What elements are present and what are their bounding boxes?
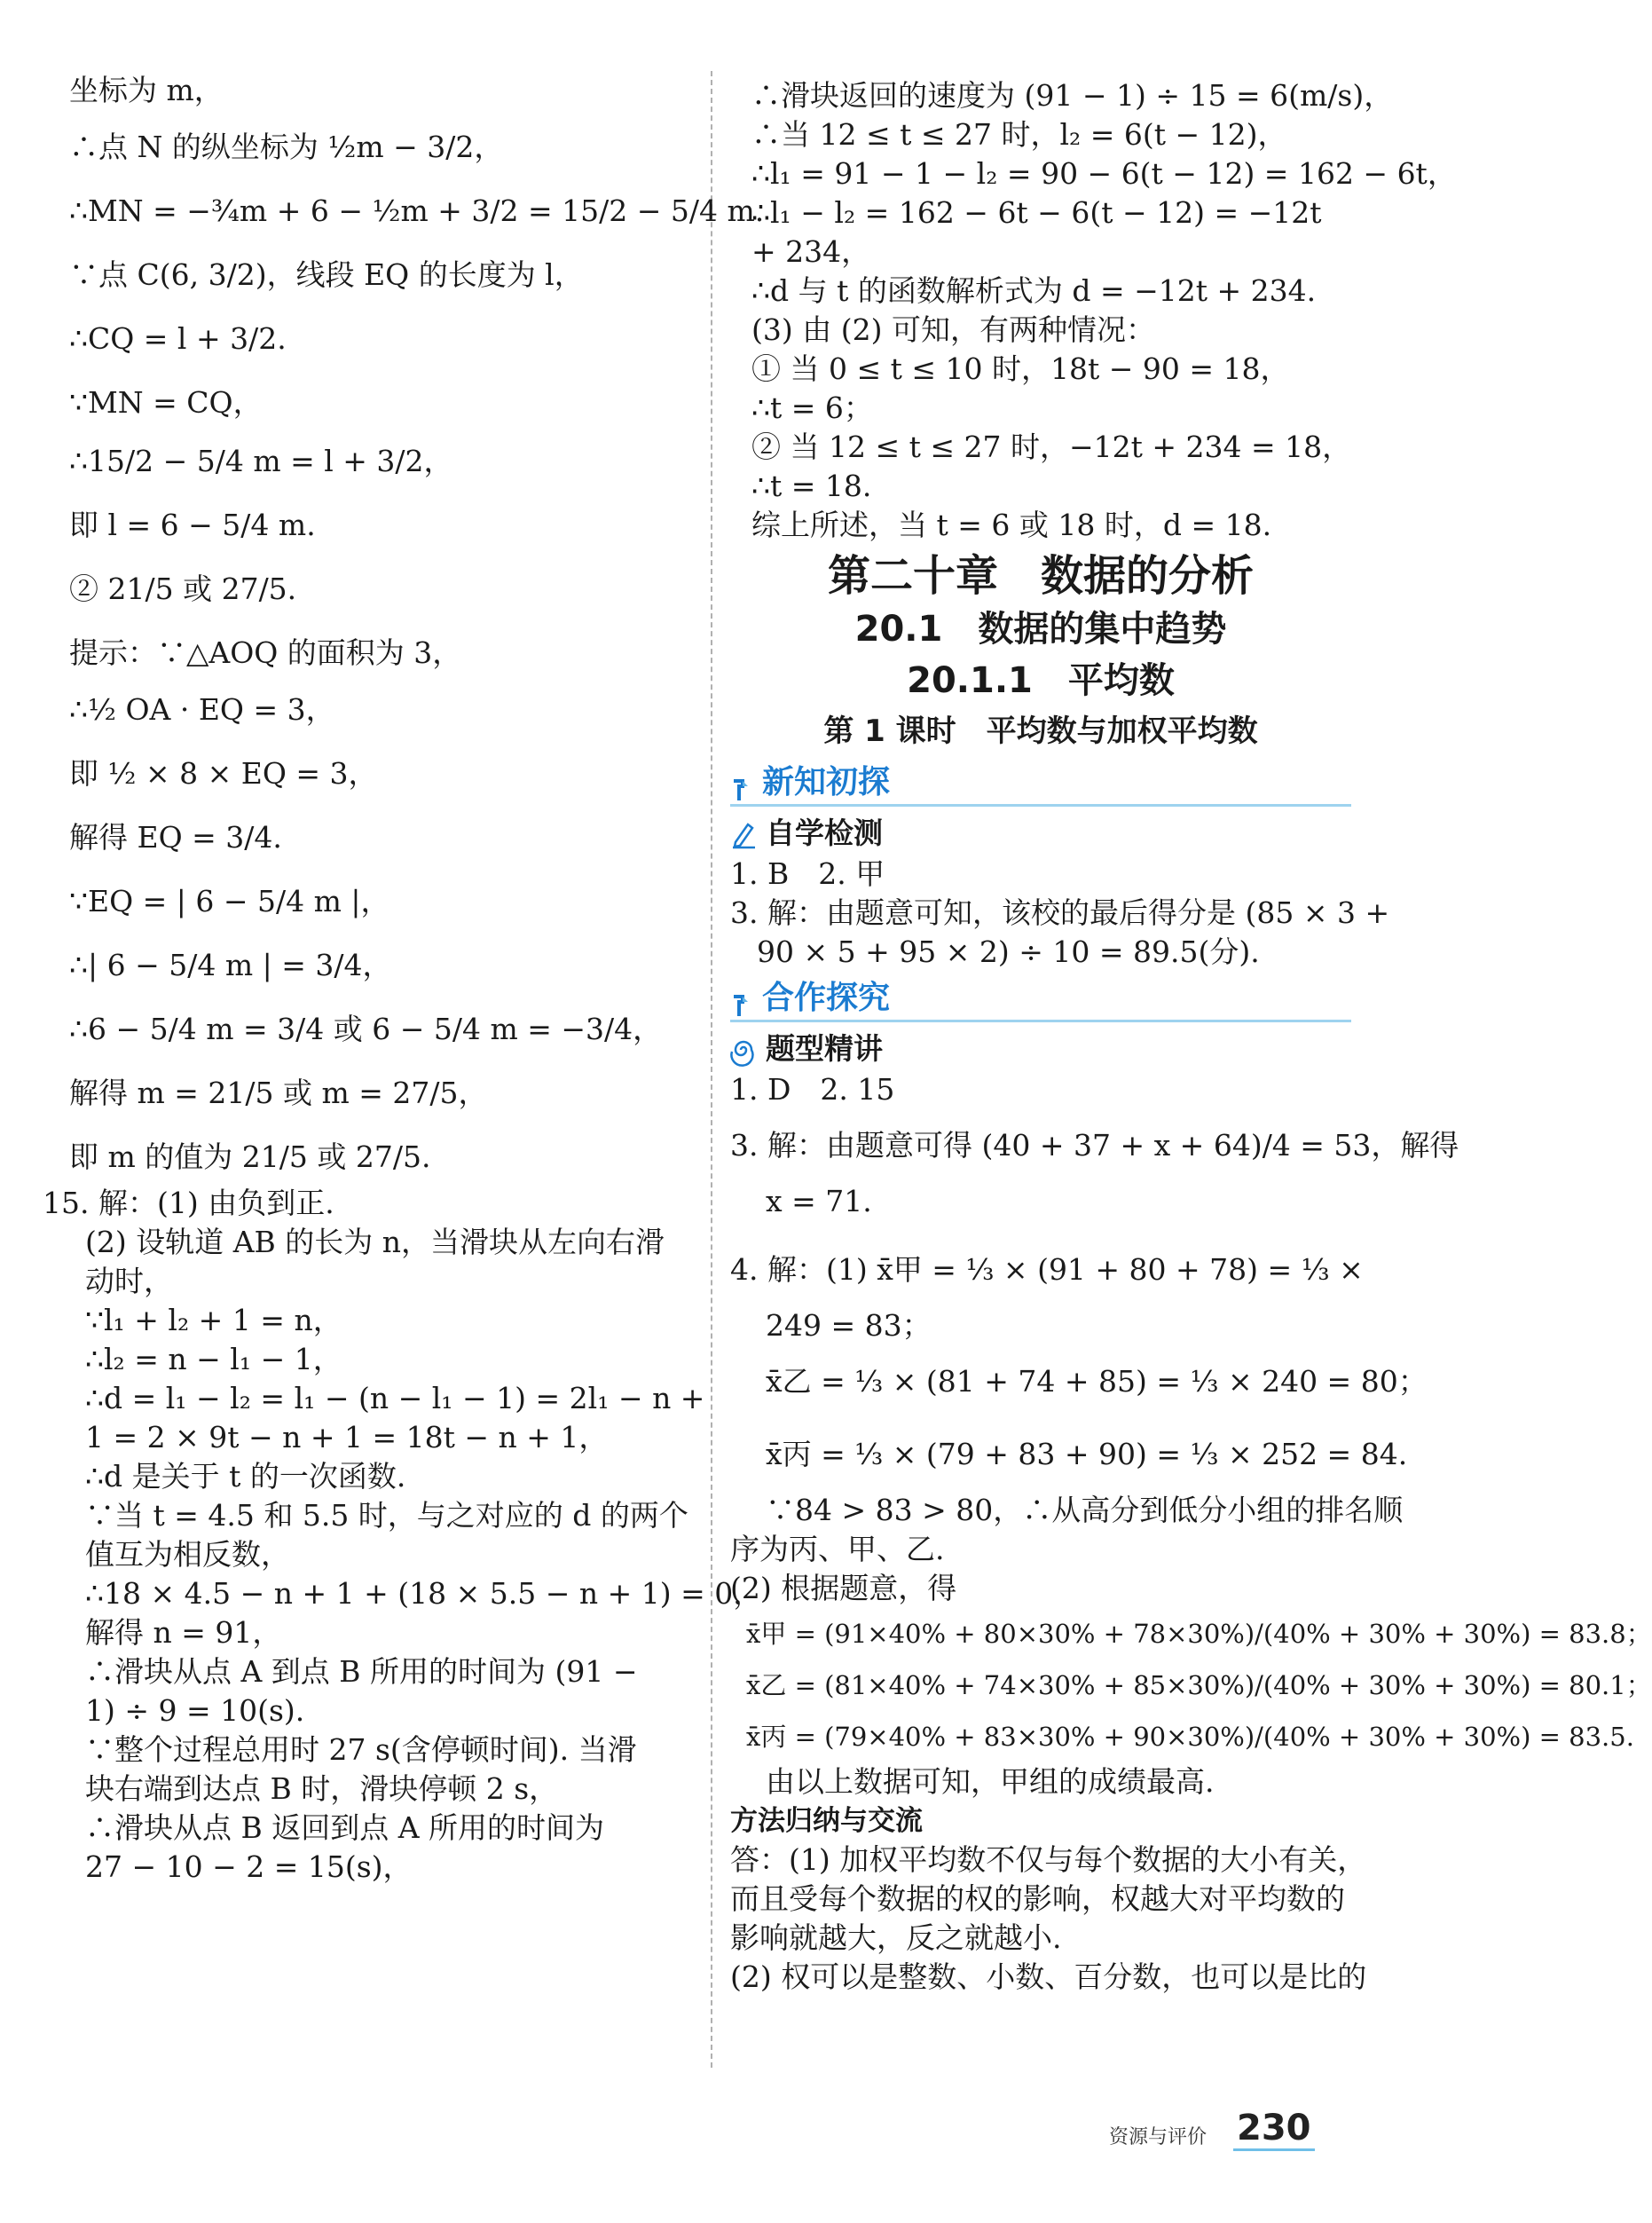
banner-cooperative-explore <box>730 977 1351 1022</box>
spiral-icon <box>730 1034 757 1064</box>
footer-label: 资源与评价 <box>1109 2126 1208 2148</box>
text-line: (2) 设轨道 AB 的长为 n，当滑块从左向右滑 <box>85 1225 665 1259</box>
text-line: x = 71. <box>766 1184 872 1218</box>
text-line: x̄乙 = (81×40% + 74×30% + 85×30%)/(40% + 30% + 30%) = 80.1； <box>746 1670 1652 1700</box>
text-line: ∵整个过程总用时 27 s(含停顿时间). 当滑 <box>85 1732 637 1767</box>
text-line: ∴l₁ = 91 − 1 − l₂ = 90 − 6(t − 12) = 162 − 6t， <box>751 156 1457 191</box>
text-line: ② 当 12 ≤ t ≤ 27 时，−12t + 234 = 18， <box>751 430 1352 464</box>
column-divider <box>711 71 712 2068</box>
text-line: 249 = 83； <box>766 1308 932 1343</box>
text-line: 动时， <box>85 1264 173 1298</box>
subhead-label: 自学检测 <box>766 816 883 850</box>
text-line: 答：(1) 加权平均数不仅与每个数据的大小有关， <box>730 1842 1367 1877</box>
text-line: 由以上数据可知，甲组的成绩最高. <box>766 1764 1215 1799</box>
text-line: 解得 n = 91， <box>85 1615 282 1650</box>
question-15 <box>43 1184 763 1887</box>
chapter-title: 第二十章 数据的分析 <box>827 551 1254 601</box>
subhead-label: 题型精讲 <box>766 1031 883 1066</box>
bookmark-icon <box>730 777 753 804</box>
text-line: 值互为相反数， <box>85 1537 290 1572</box>
text-line: + 234， <box>751 234 871 269</box>
text-line: 即 m 的值为 21/5 或 27/5. <box>69 1139 431 1174</box>
text-line: 3. 解：由题意可知，该校的最后得分是 (85 × 3 + <box>730 895 1390 930</box>
text-line: 15. 解：(1) 由负到正. <box>43 1186 334 1220</box>
page-footer <box>1109 2108 1340 2161</box>
text-line: ∴滑块从点 A 到点 B 所用的时间为 (91 − <box>85 1654 638 1689</box>
text-line: ∴l₁ − l₂ = 162 − 6t − 6(t − 12) = −12t <box>751 195 1322 230</box>
method-heading: 方法归纳与交流 <box>730 1805 923 1837</box>
text-line: 提示：∵△AOQ 的面积为 3， <box>69 635 462 670</box>
text-line: 3. 解：由题意可得 (40 + 37 + x + 64)/4 = 53，解得 <box>730 1128 1459 1163</box>
text-line: 1. B 2. 甲 <box>730 856 885 891</box>
text-line: ∴½ OA · EQ = 3， <box>69 692 335 727</box>
page-number: 230 <box>1233 2108 1315 2151</box>
text-line: 90 × 5 + 95 × 2) ÷ 10 = 89.5(分). <box>757 934 1260 969</box>
text-line: ∴MN = −¾m + 6 − ½m + 3/2 = 15/2 − 5/4 m. <box>69 193 765 228</box>
text-line: ∴l₂ = n − l₁ − 1， <box>85 1342 342 1376</box>
bookmark-icon <box>730 993 753 1020</box>
banner-title: 新知初探 <box>762 764 891 800</box>
text-line: (2) 权可以是整数、小数、百分数，也可以是比的 <box>730 1959 1367 1994</box>
text-line: x̄乙 = ⅓ × (81 + 74 + 85) = ⅓ × 240 = 80； <box>766 1364 1428 1399</box>
problem-types-heading <box>730 1028 1351 1070</box>
text-line: ∵MN = CQ， <box>69 385 263 420</box>
lesson-title: 第 1 课时 平均数与加权平均数 <box>823 713 1258 749</box>
text-line: 4. 解：(1) x̄甲 = ⅓ × (91 + 80 + 78) = ⅓ × <box>730 1252 1364 1287</box>
text-line: (3) 由 (2) 可知，有两种情况： <box>751 312 1155 347</box>
right-column <box>730 76 1652 1997</box>
text-line: 综上所述，当 t = 6 或 18 时，d = 18. <box>751 508 1272 542</box>
text-line: 1. D 2. 15 <box>730 1072 895 1107</box>
self-check-heading <box>730 812 1351 855</box>
text-line: x̄丙 = (79×40% + 83×30% + 90×30%)/(40% + 30% + 30%) = 83.5. <box>746 1722 1634 1752</box>
text-line: ∵l₁ + l₂ + 1 = n， <box>85 1303 342 1337</box>
text-line: ∴| 6 − 5/4 m | = 3/4， <box>69 948 392 982</box>
text-line: 即 l = 6 − 5/4 m. <box>69 508 316 542</box>
banner-title: 合作探究 <box>762 980 891 1016</box>
text-line: ∴CQ = l + 3/2. <box>69 321 287 356</box>
text-line: x̄甲 = (91×40% + 80×30% + 78×30%)/(40% + 30% + 30%) = 83.8； <box>746 1619 1652 1649</box>
text-line: 1) ÷ 9 = 10(s). <box>85 1693 305 1728</box>
left-column <box>43 71 765 1887</box>
text-line: 即 ½ × 8 × EQ = 3， <box>69 756 378 791</box>
text-line: ∴滑块从点 B 返回到点 A 所用的时间为 <box>85 1810 605 1845</box>
text-line: ∴18 × 4.5 − n + 1 + (18 × 5.5 − n + 1) = 0， <box>85 1576 763 1611</box>
text-line: ∴滑块返回的速度为 (91 − 1) ÷ 15 = 6(m/s)， <box>751 78 1394 113</box>
text-line: ∴6 − 5/4 m = 3/4 或 6 − 5/4 m = −3/4， <box>69 1012 663 1046</box>
text-line: 解得 m = 21/5 或 m = 27/5， <box>69 1076 488 1110</box>
text-line: 序为丙、甲、乙. <box>730 1532 945 1566</box>
text-line: ∴d 是关于 t 的一次函数. <box>85 1459 406 1494</box>
subsection-title: 20.1.1 平均数 <box>907 660 1175 701</box>
text-line: ∴t = 6； <box>751 390 873 425</box>
pen-icon <box>730 818 757 848</box>
text-line: ∴d = l₁ − l₂ = l₁ − (n − l₁ − 1) = 2l₁ − n + <box>85 1381 705 1415</box>
text-line: ∴t = 18. <box>751 469 872 503</box>
section-title: 20.1 数据的集中趋势 <box>854 609 1227 650</box>
text-line: x̄丙 = ⅓ × (79 + 83 + 90) = ⅓ × 252 = 84. <box>766 1437 1408 1471</box>
text-line: ∵当 t = 4.5 和 5.5 时，与之对应的 d 的两个 <box>85 1498 688 1533</box>
text-line: 1 = 2 × 9t − n + 1 = 18t − n + 1， <box>85 1420 609 1454</box>
text-line: 块右端到达点 B 时，滑块停顿 2 s， <box>85 1771 559 1806</box>
text-line: 影响就越大，反之就越小. <box>730 1920 1062 1955</box>
text-line: ∴当 12 ≤ t ≤ 27 时，l₂ = 6(t − 12)， <box>751 117 1287 152</box>
text-line: ∵点 C(6, 3/2)，线段 EQ 的长度为 l， <box>69 257 584 292</box>
text-line: ∴15/2 − 5/4 m = l + 3/2， <box>69 444 453 478</box>
text-line: ② 21/5 或 27/5. <box>69 572 297 606</box>
text-line: ∴d 与 t 的函数解析式为 d = −12t + 234. <box>751 273 1317 308</box>
text-line: (2) 根据题意，得 <box>730 1571 957 1605</box>
text-line: 27 − 10 − 2 = 15(s)， <box>85 1849 413 1884</box>
text-line: ① 当 0 ≤ t ≤ 10 时，18t − 90 = 18， <box>751 351 1290 386</box>
text-line: ∴点 N 的纵坐标为 ½m − 3/2， <box>69 130 504 164</box>
text-line: 解得 EQ = 3/4. <box>69 820 282 855</box>
text-line: 坐标为 m， <box>69 73 224 107</box>
banner-new-knowledge <box>730 761 1351 807</box>
text-line: 而且受每个数据的权的影响，权越大对平均数的 <box>730 1881 1345 1916</box>
text-line: ∵EQ = | 6 − 5/4 m |， <box>69 884 390 918</box>
text-line: ∵84 > 83 > 80，∴从高分到低分小组的排名顺 <box>766 1493 1404 1527</box>
